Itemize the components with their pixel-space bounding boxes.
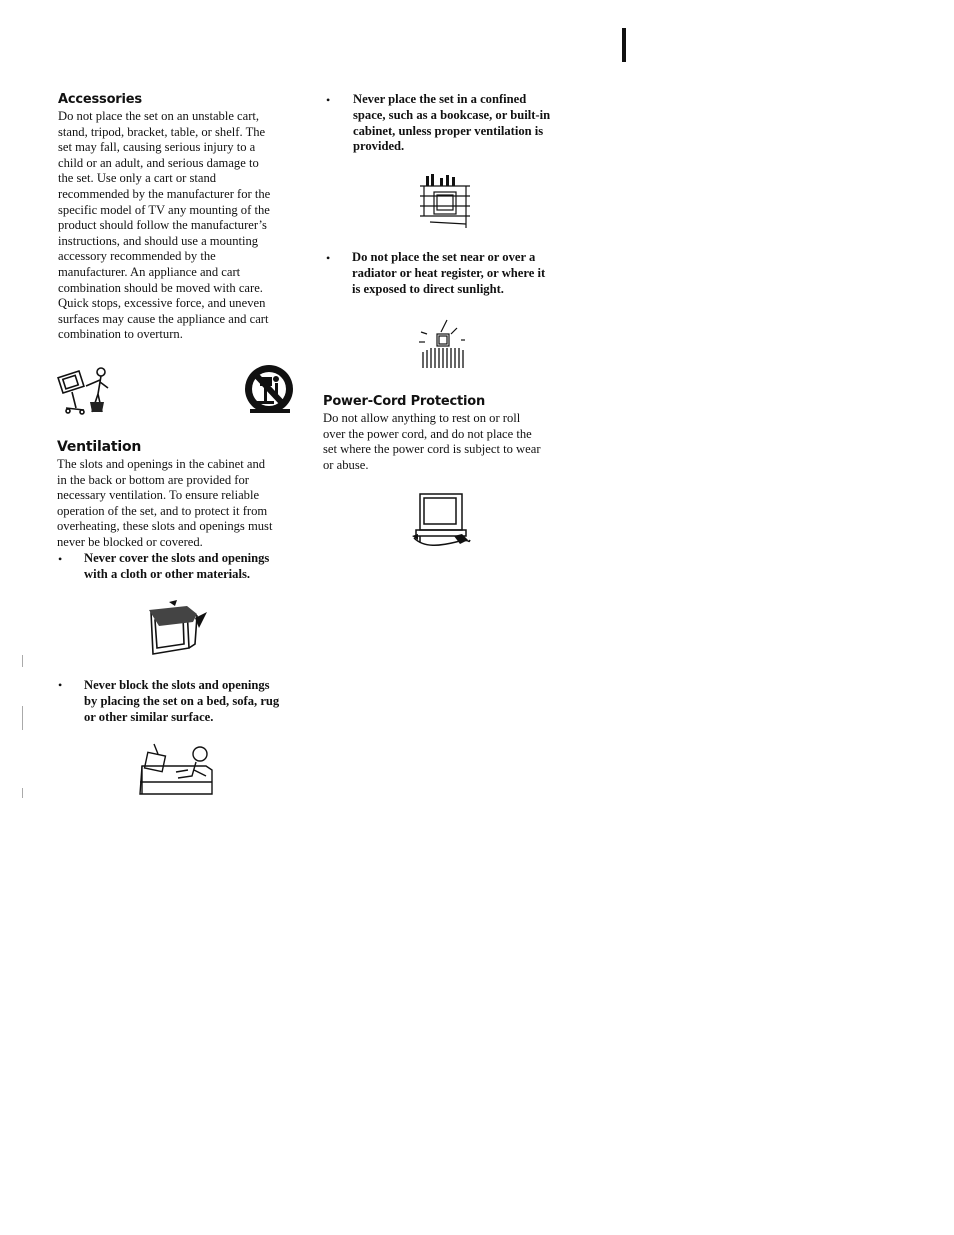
text-line: provided. [353, 139, 405, 154]
no-cart-warning-icon [242, 363, 298, 417]
text-line: stand, tripod, bracket, table, or shelf. The [58, 124, 266, 139]
text-line: Never block the slots and openings [84, 678, 270, 692]
text-line: specific model of TV any mounting of the [58, 202, 270, 217]
bullet-marker: • [326, 93, 331, 107]
cart-tv-illustration [56, 364, 118, 416]
scan-speck [22, 655, 23, 667]
ventilation-body [57, 457, 307, 551]
text-line: in the back or bottom are provided for [57, 472, 249, 487]
text-line: Never place the set in a confined [353, 92, 527, 106]
text-line: space, such as a bookcase, or built-in [353, 107, 551, 122]
accessories-body [58, 109, 308, 343]
text-line: or other similar surface. [84, 709, 214, 724]
scan-speck [22, 788, 23, 798]
text-line: necessary ventilation. To ensure reliable [57, 488, 260, 503]
covered-tv-illustration [143, 598, 215, 658]
text-line: combination to overturn. [58, 327, 183, 342]
text-line: the set. Use only a cart or stand [58, 171, 217, 186]
power-cord-heading: Power-Cord Protection [323, 394, 486, 409]
text-line: cabinet, unless proper ventilation is [353, 123, 544, 138]
ventilation-bullet-block [84, 678, 314, 725]
text-line: or abuse. [323, 457, 369, 472]
text-line: instructions, and should use a mounting [58, 233, 259, 248]
page-edge-mark [622, 28, 626, 62]
text-line: Quick stops, excessive force, and uneven [58, 296, 266, 311]
bullet-marker: • [58, 678, 63, 692]
bullet-marker: • [58, 552, 63, 566]
radiator-bullet [352, 250, 582, 297]
text-line: child or an adult, and serious damage to [58, 155, 259, 170]
text-line: accessory recommended by the [58, 249, 216, 264]
text-line: product should follow the manufacturer’s [58, 218, 267, 233]
text-line: is exposed to direct sunlight. [352, 281, 504, 296]
text-line: by placing the set on a bed, sofa, rug [84, 693, 280, 708]
ventilation-bullet-cover [84, 551, 314, 583]
text-line: recommended by the manufacturer for the [58, 186, 271, 201]
tv-in-bookcase-illustration [418, 172, 474, 230]
text-line: Do not place the set on an unstable cart, [58, 109, 260, 123]
text-line: Do not place the set near or over a [352, 250, 536, 264]
text-line: never be blocked or covered. [57, 534, 203, 549]
text-line: Do not allow anything to rest on or roll [323, 411, 521, 425]
power-cord-body [323, 411, 573, 473]
text-line: manufacturer. An appliance and cart [58, 264, 241, 279]
text-line: The slots and openings in the cabinet and [57, 457, 266, 471]
text-line: set where the power cord is subject to wear [323, 442, 541, 457]
text-line: radiator or heat register, or where it [352, 265, 546, 280]
tv-on-sofa-illustration [136, 742, 218, 800]
text-line: with a cloth or other materials. [84, 566, 251, 581]
accessories-heading: Accessories [58, 92, 142, 107]
ventilation-heading: Ventilation [57, 439, 142, 455]
bullet-marker: • [326, 251, 331, 265]
text-line: operation of the set, and to protect it from [57, 503, 268, 518]
confined-space-bullet [353, 92, 583, 155]
text-line: overheating, these slots and openings must [57, 519, 273, 534]
tv-on-radiator-illustration [417, 318, 471, 370]
text-line: over the power cord, and do not place the [323, 426, 532, 441]
text-line: Never cover the slots and openings [84, 551, 270, 565]
tv-power-cord-illustration [410, 490, 474, 550]
text-line: set may fall, causing serious injury to a [58, 140, 256, 155]
scan-speck [22, 706, 23, 730]
text-line: surfaces may cause the appliance and cart [58, 311, 269, 326]
text-line: combination should be moved with care. [58, 280, 263, 295]
